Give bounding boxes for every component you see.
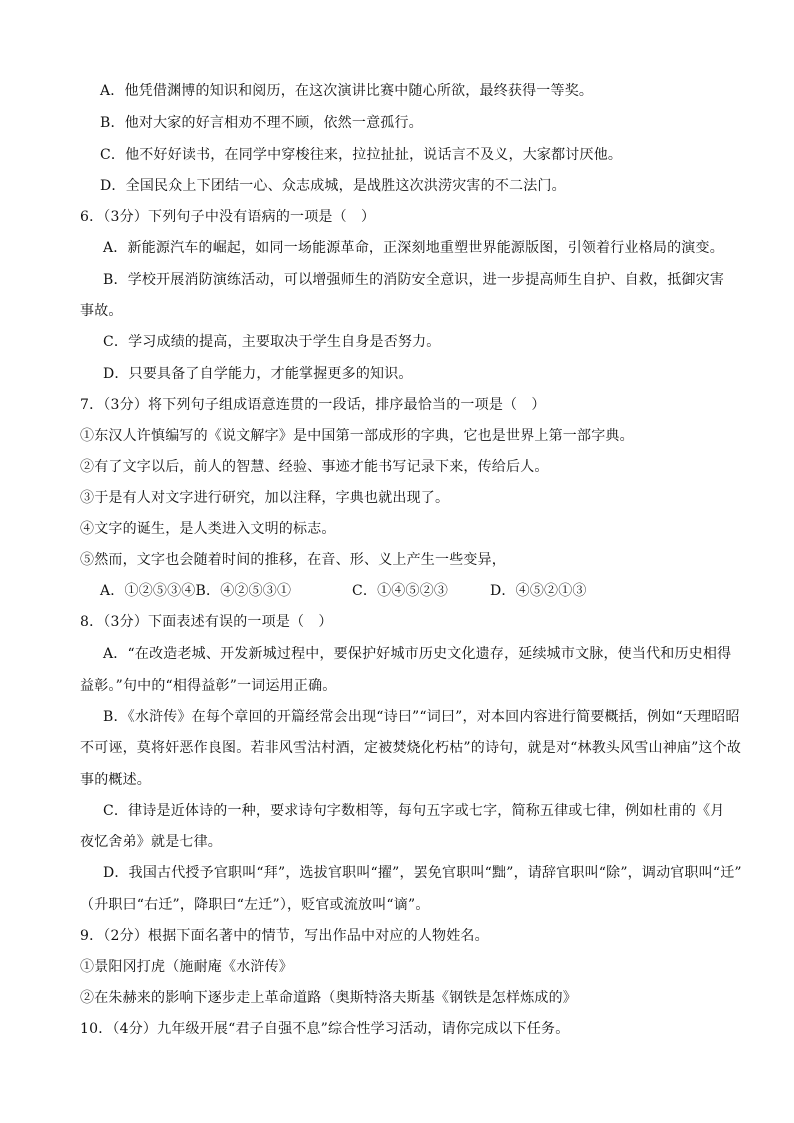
q7-options-row — [100, 581, 587, 601]
q7-sentence-4: ④文字的诞生，是人类进入文明的标志。 — [80, 521, 336, 537]
q6-option-d: D．只要具备了自学能力，才能掌握更多的知识。 — [103, 366, 413, 382]
q9-item-2: ②在朱赫来的影响下逐步走上革命道路（奥斯特洛夫斯基《钢铁是怎样炼成的》 — [80, 990, 577, 1006]
q7-sentence-5: ⑤然而，文字也会随着时间的推移，在音、形、义上产生一些变异， — [80, 552, 506, 568]
q5-option-a: A．他凭借渊博的知识和阅历，在这次演讲比赛中随心所欲，最终获得一等奖。 — [100, 83, 594, 99]
q5-option-b: B．他对大家的好言相劝不理不顾，依然一意孤行。 — [100, 115, 423, 131]
q8-option-a-line1: A．“在改造老城、开发新城过程中，要保护好城市历史文化遗存，延续城市文脉，使当代和历史相得 — [103, 646, 732, 662]
q6-option-b-line2: 事故。 — [80, 303, 123, 319]
q5-option-d: D．全国民众上下团结一心、众志成城，是战胜这次洪涝灾害的不二法门。 — [100, 178, 566, 194]
q8-stem: 8．（3分）下面表述有误的一项是（ ） — [80, 614, 333, 630]
q8-option-b-line1: B．《水浒传》在每个章回的开篇经常会出现“诗曰”“词曰”，对本回内容进行简要概括，例如“天理昭昭 — [103, 709, 740, 725]
q6-stem: 6．（3分）下列句子中没有语病的一项是（ ） — [80, 209, 376, 225]
q7-sentence-2: ②有了文字以后，前人的智慧、经验、事迹才能书写记录下来，传给后人。 — [80, 459, 549, 475]
q6-option-b-line1: B．学校开展消防演练活动，可以增强师生的消防安全意识，进一步提高师生自护、自救，抵御灾害 — [103, 272, 725, 288]
q7-sentence-3: ③于是有人对文字进行研究，加以注释，字典也就出现了。 — [80, 490, 450, 506]
q8-option-b-line2: 不可诬，莫将奸恶作良图。若非风雪沽村酒，定被焚烧化朽枯”的诗句，就是对“林教头风雪山神庙”这个故 — [80, 740, 742, 756]
q5-option-c: C．他不好好读书，在同学中穿梭往来，拉拉扯扯，说话言不及义，大家都讨厌他。 — [100, 147, 623, 163]
q10-stem: 10．（4分）九年级开展“君子自强不息”综合性学习活动，请你完成以下任务。 — [80, 1021, 570, 1037]
q8-option-c-line2: 夜忆舍弟》就是七律。 — [80, 834, 222, 850]
q8-option-d-line1: D．我国古代授予官职叫“拜”，选拔官职叫“擢”，罢免官职叫“黜”，请辞官职叫“除”，调动官职叫“迁” — [103, 865, 742, 881]
q9-stem: 9．（2分）根据下面名著中的情节，写出作品中对应的人物姓名。 — [80, 928, 489, 944]
q9-item-1: ①景阳冈打虎（施耐庵《水浒传》 — [80, 959, 293, 975]
q8-option-a-line2: 益彰。”句中的“相得益彰”一词运用正确。 — [80, 678, 337, 694]
q7-stem: 7．（3分）将下列句子组成语意连贯的一段话，排序最恰当的一项是（ ） — [80, 397, 546, 413]
q7-option-c: C．①④⑤②③ — [352, 583, 449, 599]
q7-option-a: A．①②⑤③④ — [100, 583, 196, 599]
q8-option-c-line1: C．律诗是近体诗的一种，要求诗句字数相等，每句五字或七字，简称五律或七律，例如杜甫的《月 — [103, 803, 725, 819]
q6-option-a: A．新能源汽车的崛起，如同一场能源革命，正深刻地重塑世界能源版图，引领着行业格局的演变。 — [103, 240, 724, 256]
q7-option-b: B．④②⑤③① — [195, 583, 292, 599]
q8-option-b-line3: 事的概述。 — [80, 772, 151, 788]
q7-option-d: D．④⑤②①③ — [490, 583, 587, 599]
q6-option-c: C．学习成绩的提高，主要取决于学生自身是否努力。 — [103, 334, 441, 350]
q7-sentence-1: ①东汉人许慎编写的《说文解字》是中国第一部成形的字典，它也是世界上第一部字典。 — [80, 428, 634, 444]
q8-option-d-line2: （升职曰“右迁”，降职曰“左迁”），贬官或流放叫“谪”。 — [80, 897, 430, 913]
